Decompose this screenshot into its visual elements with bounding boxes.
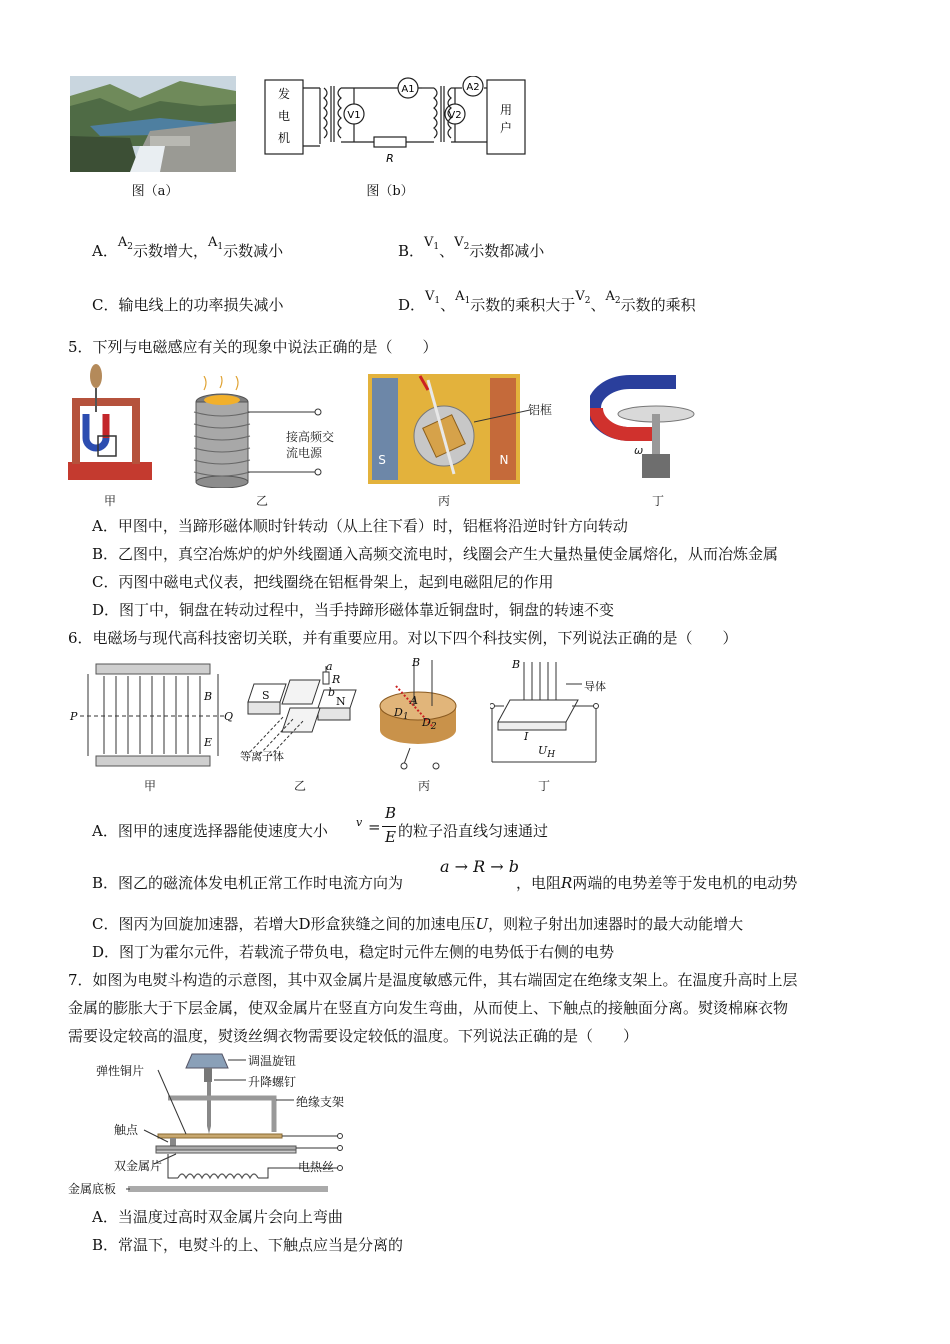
q6-figure-yi [240, 662, 366, 762]
al-frame-label: 铝框 [528, 403, 553, 417]
q5-caption-jia: 甲 [104, 494, 117, 508]
mhd-r-label: R [332, 673, 341, 686]
q7-stem-line-2: 金属的膨胀大于下层金属，使双金属片在竖直方向发生弯曲，从而使上、下触点的接触面分离。熨烫棉麻衣物 [68, 999, 789, 1017]
bimetal-label: 双金属片 [114, 1159, 163, 1173]
heater-label: 电热丝 [298, 1160, 335, 1174]
q7-stem-line-1: 7．如图为电熨斗构造的示意图，其中双金属片是温度敏感元件，其右端固定在绝缘支架上。在温度升高时上层 [68, 971, 798, 989]
cyclotron-a-label: A [410, 694, 418, 707]
resistor-label: R [386, 152, 394, 165]
q6-stem: 6．电磁场与现代高科技密切关联，并有重要应用。对以下四个科技实例，下列说法正确的是（ ） [68, 629, 738, 647]
contact-label: 触点 [114, 1123, 139, 1137]
q5-figure-ding [590, 374, 702, 486]
q5-caption-ding: 丁 [652, 494, 665, 508]
hall-voltage-label: $U_H$ [538, 744, 556, 760]
q6-option-b[interactable]: B．图乙的磁流体发电机正常工作时电流方向为 [92, 874, 404, 892]
plasma-label: 等离子体 [240, 750, 284, 763]
velocity-selector-b-label: B [204, 690, 213, 703]
generator-label-3: 机 [277, 131, 291, 145]
mhd-n-label: N [336, 695, 346, 708]
user-label-1: 用 [499, 103, 513, 117]
q7-stem-line-3: 需要设定较高的温度，熨烫丝绸衣物需要设定较低的温度。下列说法正确的是（ ） [68, 1027, 639, 1045]
q6-option-b-tail: ，电阻R两端的电势差等于发电机的电动势 [516, 874, 798, 892]
q4-option-a[interactable]: A．$A_2$示数增大，$A_1$示数减小 [92, 235, 284, 260]
q6-option-a-tail: 的粒子沿直线匀速通过 [398, 822, 549, 840]
q4-option-b[interactable]: B．$V_1$、$V_2$示数都减小 [398, 235, 545, 260]
q6-option-d[interactable]: D．图丁为霍尔元件，若载流子带负电，稳定时元件左侧的电势低于右侧的电势 [92, 943, 615, 961]
q5-option-a[interactable]: A．甲图中，当蹄形磁体顺时针转动（从上往下看）时，铝框将沿逆时针方向转动 [92, 517, 628, 535]
q6-option-a-formula: v = B E [356, 804, 397, 846]
svg-text:ω: ω [634, 444, 644, 457]
figure-a-caption: 图（a） [131, 184, 179, 199]
hf-source-label-2: 流电源 [286, 446, 323, 460]
dam-photo [70, 76, 236, 172]
transmission-circuit-diagram [262, 76, 528, 180]
q5-option-d[interactable]: D．图丁中，铜盘在转动过程中，当手持蹄形磁体靠近铜盘时，铜盘的转速不变 [92, 601, 615, 619]
q6-caption-yi: 乙 [294, 779, 307, 793]
screw-label: 升降螺钉 [248, 1075, 297, 1089]
q4-option-d[interactable]: D．$V_1$、$A_1$示数的乘积大于$V_2$、$A_2$示数的乘积 [398, 289, 696, 314]
mhd-a-label: a [326, 660, 333, 673]
hall-b-label: B [512, 658, 521, 671]
svg-text:S: S [378, 453, 386, 467]
hf-source-label-1: 接高频交 [286, 430, 335, 444]
v2-meter-label: V2 [448, 110, 462, 121]
base-label: 金属底板 [68, 1182, 117, 1196]
q6-figure-bing [376, 656, 462, 770]
copper-label: 弹性铜片 [96, 1064, 145, 1078]
svg-text:N: N [499, 453, 509, 467]
q5-caption-bing: 丙 [438, 494, 451, 508]
cyclotron-d1-label: $D_1$ [394, 706, 409, 722]
generator-label-1: 发 [277, 87, 291, 101]
velocity-selector-e-label: E [204, 736, 213, 749]
a2-meter-label: A2 [466, 82, 480, 93]
q6-option-a[interactable]: A．图甲的速度选择器能使速度大小 [92, 822, 328, 840]
q5-figure-bing [368, 374, 520, 484]
q6-caption-bing: 丙 [418, 779, 431, 793]
q6-option-c[interactable]: C．图丙为回旋加速器，若增大D形盒狭缝之间的加速电压U，则粒子射出加速器时的最大动能增大 [92, 915, 744, 933]
hall-current-label: I [524, 730, 529, 743]
q6-caption-jia: 甲 [144, 779, 157, 793]
mhd-b-label: b [328, 686, 336, 699]
velocity-selector-p-label: P [70, 710, 78, 723]
q7-option-b[interactable]: B．常温下，电熨斗的上、下触点应当是分离的 [92, 1236, 404, 1254]
q6-option-b-path: a → R → b [440, 857, 519, 876]
v1-meter-label: V1 [347, 110, 361, 121]
support-label: 绝缘支架 [296, 1095, 345, 1109]
q5-option-b[interactable]: B．乙图中，真空冶炼炉的炉外线圈通入高频交流电时，线圈会产生大量热量使金属熔化，从而冶炼金属 [92, 545, 779, 563]
q5-option-c[interactable]: C．丙图中磁电式仪表，把线圈绕在铝框骨架上，起到电磁阻尼的作用 [92, 573, 554, 591]
hall-conductor-label: 导体 [584, 680, 606, 693]
generator-label-2: 电 [277, 109, 291, 123]
q7-option-a[interactable]: A．当温度过高时双金属片会向上弯曲 [92, 1208, 343, 1226]
q4-option-c[interactable]: C．输电线上的功率损失减小 [92, 296, 284, 314]
cyclotron-b-label: B [412, 656, 421, 669]
al-frame-pointer [474, 410, 530, 424]
user-label-2: 户 [499, 121, 513, 135]
q5-figure-jia [66, 362, 156, 486]
figure-b-caption: 图（b） [366, 184, 414, 199]
knob-label: 调温旋钮 [248, 1054, 297, 1068]
a1-meter-label: A1 [401, 84, 415, 95]
cyclotron-d2-label: $D_2$ [422, 716, 437, 732]
q6-caption-ding: 丁 [538, 779, 551, 793]
q6-figure-jia [70, 660, 236, 772]
q5-caption-yi: 乙 [256, 494, 269, 508]
mhd-s-label: S [262, 689, 270, 702]
q5-stem: 5．下列与电磁感应有关的现象中说法正确的是（ ） [68, 338, 438, 356]
velocity-selector-q-label: Q [224, 710, 234, 723]
